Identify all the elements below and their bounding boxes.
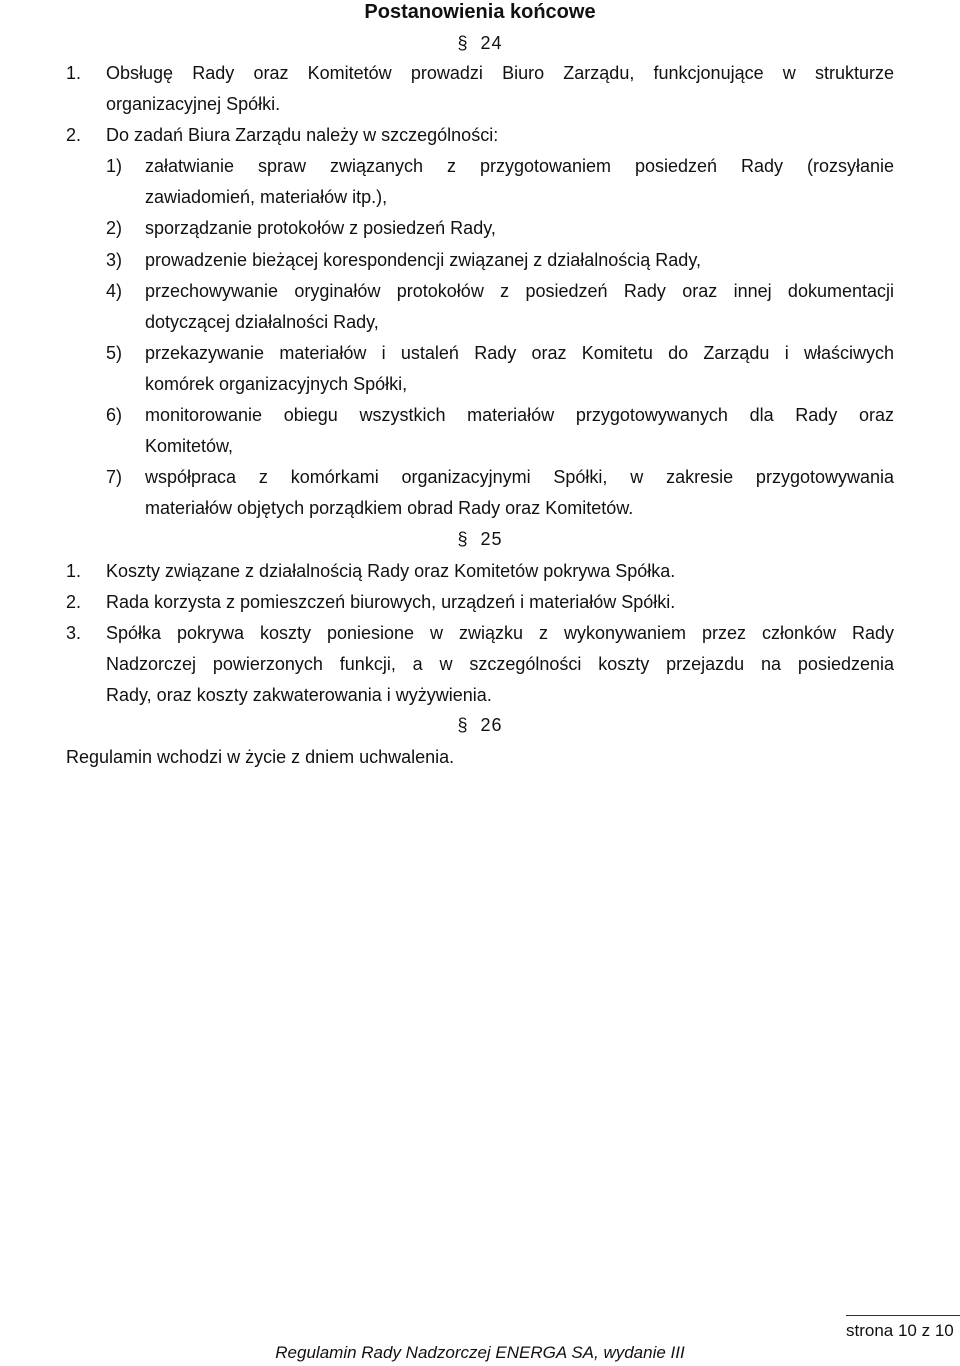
subitem-text-line: Komitetów,	[145, 436, 234, 456]
subitem-text-line: dotyczącej działalności Rady,	[145, 312, 379, 332]
subitem-text-line: komórek organizacyjnych Spółki,	[145, 374, 408, 394]
subitem-text-line: sporządzanie protokołów z posiedzeń Rady,	[145, 218, 496, 238]
subitem-number: 2)	[106, 218, 123, 238]
paragraph-25-header	[0, 527, 960, 551]
section-sign: §	[457, 529, 469, 549]
item-number: 1.	[66, 63, 82, 83]
section-sign: §	[457, 715, 469, 735]
item-number: 3.	[66, 623, 82, 643]
subitem-text-line: przechowywanie oryginałów protokołów z posiedzeń Rady oraz innej dokumentacji	[145, 281, 894, 301]
subitem-number: 4)	[106, 281, 123, 301]
subitem-text-line: monitorowanie obiegu wszystkich materiałów przygotowywanych dla Rady oraz	[145, 405, 894, 425]
paragraph-number: 25	[480, 529, 503, 549]
item-number: 2.	[66, 592, 82, 612]
subitem-number: 3)	[106, 250, 123, 270]
item-text-line: Spółka pokrywa koszty poniesione w związku z wykonywaniem przez członków Rady	[106, 623, 894, 643]
document-footer-title: Regulamin Rady Nadzorczej ENERGA SA, wydanie III	[275, 1343, 685, 1362]
subitem-text-line: materiałów objętych porządkiem obrad Rady oraz Komitetów.	[145, 498, 634, 518]
subitem-text-line: zawiadomień, materiałów itp.),	[145, 187, 388, 207]
paragraph-number: 24	[480, 33, 503, 53]
subitem-number: 5)	[106, 343, 123, 363]
subitem-text-line: załatwianie spraw związanych z przygotowaniem posiedzeń Rady (rozsyłanie	[145, 156, 894, 176]
item-text-line: Rady, oraz koszty zakwaterowania i wyżywienia.	[106, 685, 492, 705]
paragraph-number: 26	[480, 715, 503, 735]
item-text-line: organizacyjnej Spółki.	[106, 94, 281, 114]
item-text-line: Nadzorczej powierzonych funkcji, a w szczególności koszty przejazdu na posiedzenia	[106, 654, 894, 674]
paragraph-24-header	[0, 31, 960, 55]
subitem-number: 1)	[106, 156, 123, 176]
paragraph-26-header	[0, 713, 960, 737]
subitem-number: 6)	[106, 405, 123, 425]
subitem-number: 7)	[106, 467, 123, 487]
page-number: strona 10 z 10	[846, 1321, 954, 1340]
subitem-text-line: współpraca z komórkami organizacyjnymi Spółki, w zakresie przygotowywania	[145, 467, 894, 487]
section-sign: §	[457, 33, 469, 53]
subitem-text-line: przekazywanie materiałów i ustaleń Rady oraz Komitetu do Zarządu i właściwych	[145, 343, 894, 363]
item-text-line: Do zadań Biura Zarządu należy w szczególności:	[106, 125, 499, 145]
item-text-line: Obsługę Rady oraz Komitetów prowadzi Biuro Zarządu, funkcjonujące w strukturze	[106, 63, 894, 83]
subitem-text-line: prowadzenie bieżącej korespondencji związanej z działalnością Rady,	[145, 250, 701, 270]
item-text-line: Koszty związane z działalnością Rady oraz Komitetów pokrywa Spółka.	[106, 561, 676, 581]
chapter-heading: Postanowienia końcowe	[364, 1, 596, 23]
footer-divider	[846, 1315, 960, 1316]
item-number: 1.	[66, 561, 82, 581]
item-text-line: Rada korzysta z pomieszczeń biurowych, urządzeń i materiałów Spółki.	[106, 592, 676, 612]
item-number: 2.	[66, 125, 82, 145]
closing-text: Regulamin wchodzi w życie z dniem uchwalenia.	[66, 747, 455, 767]
